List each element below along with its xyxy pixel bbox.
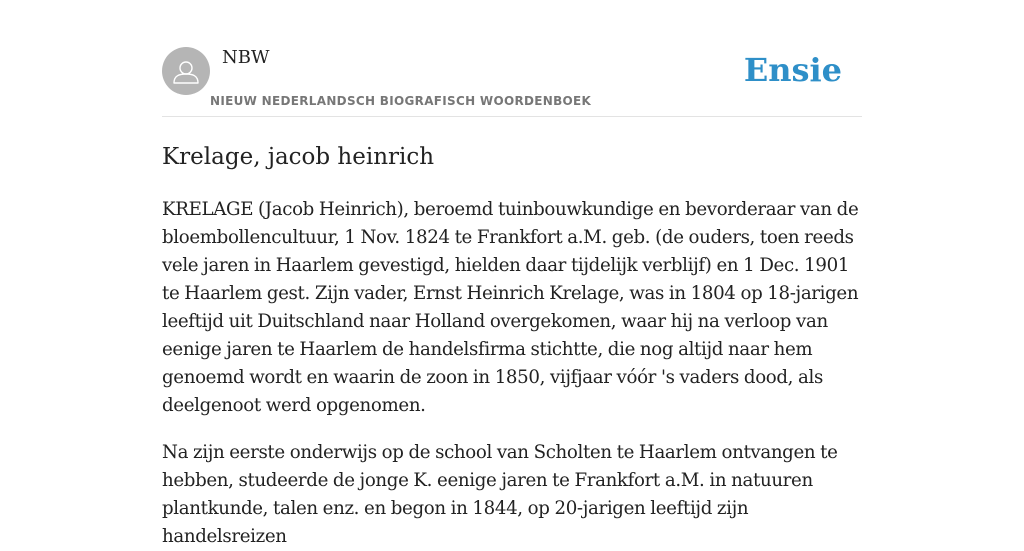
user-icon (162, 47, 210, 95)
source-full-name: NIEUW NEDERLANDSCH BIOGRAFISCH WOORDENBOEK (210, 94, 592, 108)
ensie-logo[interactable]: Ensie (743, 51, 842, 89)
article-page (162, 0, 862, 551)
source-header (162, 0, 862, 117)
source-avatar[interactable] (162, 47, 210, 95)
article-paragraph: KRELAGE (Jacob Heinrich), beroemd tuinbouwkundige en bevorderaar van de bloembollencultuur, 1 Nov. 1824 te Frankfort a.M. geb. (de ouders, toen reeds vele jaren in Haarlem gevestigd, hielden daar tijdelijk verblijf) en 1 Dec. 1901 te Haarlem gest. Zijn vader, Ernst Heinrich Krelage, was in 1804 op 18-jarigen leeftijd uit Duitschland naar Holland overgekomen, waar hij na verloop van eenige jaren te Haarlem de handelsfirma stichtte, die nog altijd naar hem genoemd wordt en waarin de zoon in 1850, vijfjaar vóór 's vaders dood, als deelgenoot werd opgenomen. (162, 199, 859, 416)
article-title: Krelage, jacob heinrich (162, 144, 435, 170)
source-abbreviation[interactable]: NBW (222, 47, 270, 68)
article-paragraph: Na zijn eerste onderwijs op de school van Scholten te Haarlem ontvangen te hebben, studeerde de jonge K. eenige jaren te Frankfort a.M. in natuuren plantkunde, talen enz. en begon in 1844, op 20-jarigen leeftijd zijn handelsreizen (162, 442, 838, 547)
